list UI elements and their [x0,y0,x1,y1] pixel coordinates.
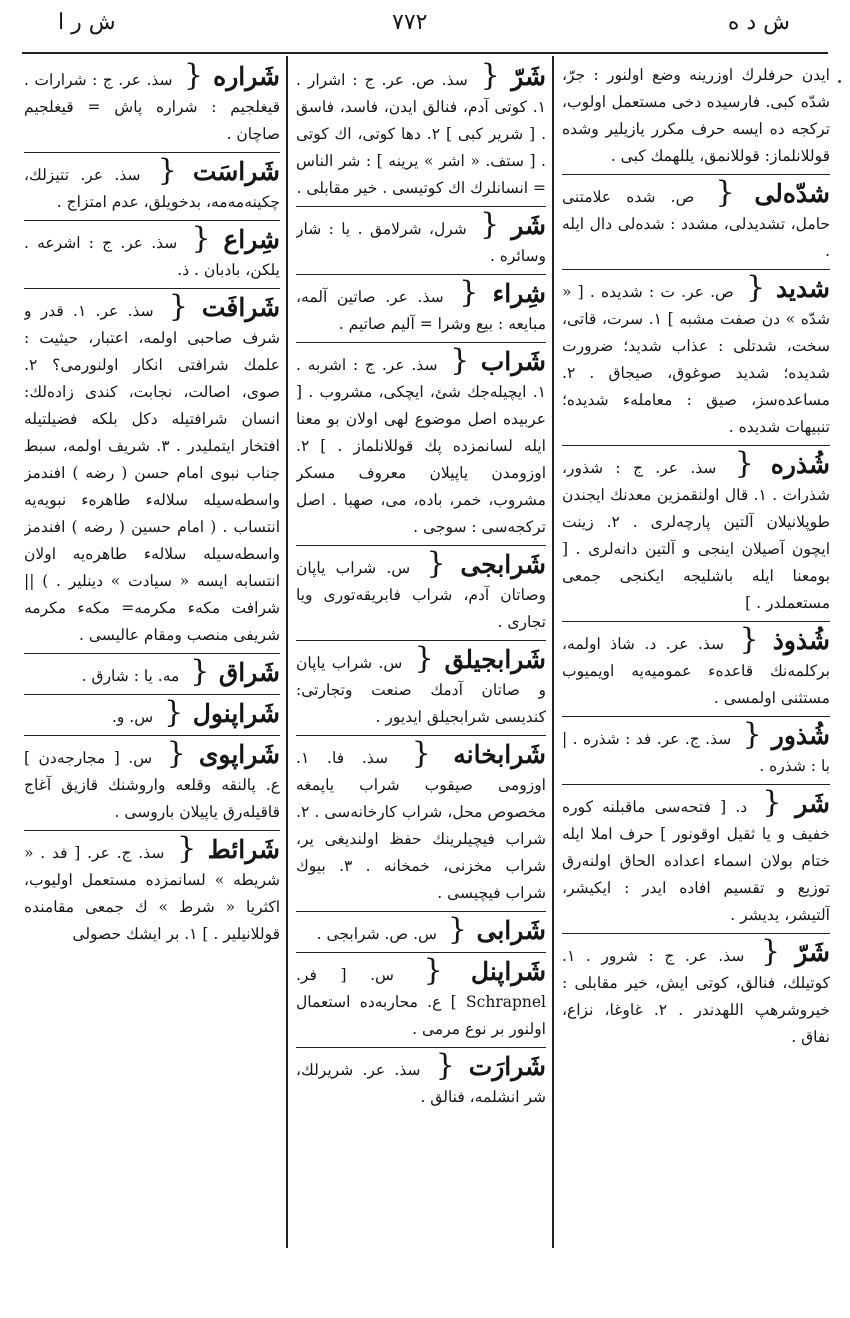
dictionary-entry [24,694,280,731]
dictionary-entry [562,269,830,441]
entry-text: س. و. [111,708,154,726]
entry-headword: شَرّ { [761,938,830,967]
dictionary-entry [296,545,546,636]
dictionary-entry [296,342,546,541]
entry-headword: شَرافَت { [169,293,280,322]
entry-text: سذ. عر. تتيزلك، چكينه‌مه‌مه، بدخويلق، عدم امتزاج . [24,166,280,211]
entry-headword: شَرائط { [177,835,280,864]
dictionary-entry [24,152,280,216]
dictionary-entry [296,62,546,202]
column-divider [552,56,554,1248]
entry-headword: شَراپوى { [167,740,280,769]
entry-text: س. ص. شرابجى . [316,925,437,943]
entry-text: س. [ فر. Schrapnel ] ع. محاربه‌ده استعمال اولنور بر نوع مرمى . [296,966,546,1038]
dictionary-entry [562,621,830,712]
dictionary-entry [24,735,280,826]
entry-text: سذ. فا. ١. اوزومى صيقوب شراب ياپمغه مخصوص محل، شراب كارخانه‌سى . ٢. شراب فيچيلرينك حفظ اولنديغى ير، شراب مخزنى، خمخانه . ٣. بيوك شراب فيچيسى . [296,749,546,902]
entry-text: مه. يا : شارق . [81,667,180,685]
header-right-letters: ش د ه [727,10,790,35]
entry-headword: شَراب { [450,347,546,376]
entry-text: سذ. ص. عر. ج : اشرار . ١. كوتى آدم، فنالق ايدن، فاسد، فاسق . [ شرير كبى ] ٢. دها كوتى، اك كوتى . [ ستف. « اشر » يرينه ] : شر الناس = انسانلرك اك كوتيسى . خير مقابلى . [296,71,546,197]
entry-text: ايدن حرفلرك اوزرينه وضع اولنور : جرّ، شدّه كبى. فارسيده دخى مستعمل اولوب، تركجه ده ايسه حرف مكرر يازيلير وشده قوللانلماز: قوللا‌نمق، يللهمك كبى . [562,66,830,165]
entry-headword: شديد { [746,274,830,303]
dictionary-entry [296,911,546,948]
entry-headword: شُذره { [735,450,830,479]
dictionary-entry [24,220,280,284]
entry-headword: شَراسَت { [158,157,280,186]
entry-headword: شَراره { [184,62,280,91]
entry-text: س. شراب ياپان وصاتان آدم، شراب فابريقه‌تورى ويا تجارى . [296,559,546,631]
entry-text: د. [ فتحه‌سى ماقبلنه كوره خفيف و يا ثقيل اوقونور ] حرف املا ايله ختام بولان اسماء اعداده الحاق اولنه‌رق توزيع و تقسيم افاده ايدر : ايكيشر، آلتيشر، يديشر . [562,798,830,924]
entry-headword: شَراپنل { [424,957,546,986]
column-right [562,62,830,1242]
entry-headword: شَرابجيلق { [415,645,546,674]
dictionary-entry [24,288,280,649]
dictionary-entry [562,174,830,265]
entry-text: سذ. ج. عر. فد : شذره . | با : شذره . [562,730,830,775]
entry-text: س. [ مجارجه‌دن ] ع. پالنقه وقلعه واروشنك قازيق آغاج قاقيله‌رق ياپيلان باروسى . [24,749,280,821]
dictionary-entry [24,653,280,690]
entry-headword: شَرابجى { [426,550,546,579]
entry-headword: شِراء { [459,279,546,308]
dictionary-entry [24,62,280,148]
dictionary-entry [562,933,830,1051]
entry-text: س. شراب ياپان و صاتان آدمك صنعت وتجارتى: كنديسى شرابجيلق ايديور . [296,654,546,726]
entry-text: سذ. ج. عر. [ فد . « شريطه » لسانمزده مستعمل اوليوب، اكثريا « شرط » ك جمعى مقامنده قوللانيلير . ] ١. بر ايشك حصولى [24,844,280,943]
entry-headword: شَرابخانه { [412,740,546,769]
entry-text: سذ. عر. ١. قدر و شرف صاحبى اولمه، اعتبار، حيثيت : علمك شرافتى انكار اولنورمى؟ ٢. صوى، اصالت، نجابت، كندى زاده‌لك: انسان شرافتيله دكل بلكه فضيلتيله افتخار ايتمليدر . ٣. شريف اولمه، سبط جناب نبوى امام حسن ( رضه ) افندمز واسطه‌سيله سلالهء طاهرهء نبويه‌يه انتساب . ( امام حسين ( رضه ) افندمز واسطه‌سيله سلالهء طاهره‌يه اولان انتسابه ايسه « سيادت » دينلير . ) || شرافت مكهء مكرمه= مكهء مكرمه شريفى منصب ومقام عاليسى . [24,302,280,644]
page-header [0,0,850,48]
entry-text: ص. شده علامتنى حامل، تشديدلى، مشدد : شده‌لى دال ايله . [562,188,830,260]
entry-text: سذ. عر. د. شاذ اولمه، بركلمه‌نك قاعدهء عموميه‌يه اويميوب مستثنى اولمسى . [562,635,830,707]
dictionary-entry [296,952,546,1043]
dictionary-entry [296,274,546,338]
entry-text: سذ. عر. ج : اشرعه . يلكن، بادبان . ذ. [24,234,280,279]
dictionary-entry [296,206,546,270]
margin-mark [838,80,841,83]
entry-headword: شُذور { [743,721,830,750]
header-rule [22,52,828,54]
entry-headword: شدّه‌لى { [716,179,831,208]
entry-text: شرل، شرلامق . يا : شار وسائره . [296,220,546,265]
column-middle [296,62,546,1242]
page-number: ۷۷۲ [392,10,428,35]
entry-text: ص. عر. ت : شديده . [ « شدّه » دن صفت مشبه ] ١. سرت، قاتى، سخت، شدتلى : عذاب شديد؛ ضرورت شديده؛ شديد صوغوق، صيجاق . ٢. مساعده‌سز، صيق : معامله‌ء شديده؛ تنبيهات شديده . [562,283,830,436]
dictionary-entry [562,784,830,929]
dictionary-entry [562,445,830,617]
dictionary-entry [296,735,546,907]
column-left [24,62,280,1242]
entry-headword: شَرابى { [448,916,546,945]
entry-text: سذ. عر. ج : شرور . ١. كوتيلك، فنالق، كوتى ايش، خير مقابلى : خيروشرهپ اللهدندر . ٢. غاوغا، نزاع، نفاق . [562,947,830,1046]
header-left-letters: ش ر ا [58,10,116,35]
entry-headword: شَراق { [190,658,280,687]
entry-headword: شِراع { [192,225,281,254]
entry-text: سذ. عر. ج : اشربه . ١. ايچيله‌جك شئ، ايچكى، مشروب . [ عربيده اصل موضوع لهى اولان بو معنا ايله لسانمزده پك قوللانلماز . ] ٢. اوزومدن ياپيلان معروف مسكر مشروب، خمر، باده، مى، صهبا . اصل تركجه‌سى : سوجى . [296,356,546,536]
entry-headword: شَر { [480,211,546,240]
entry-headword: شَر { [762,789,830,818]
dictionary-entry [24,830,280,948]
entry-text: سذ. عر. شريرلك، شر انشلمه، فنالق . [296,1061,546,1106]
entry-text: سذ. عر. ج : شذور، شذرات . ١. قال اولنقمزين معدنك ايجندن طوپلانيلان آلتين پارچه‌لرى . ٢. زينت ايچون آصيلان اينجى و آلتين دانه‌لرى . [ بومعنا ايله باشليجه ايكنجى جمعى مستعملدر . ] [562,459,830,612]
dictionary-entry [562,62,830,170]
dictionary-entry [296,1047,546,1111]
entry-headword: شَرارَت { [436,1052,546,1081]
entry-text: سذ. عر. ج : شرارات . قيغلجيم : شراره پاش = قيغلجيم صاچان . [24,71,280,143]
entry-headword: شُذوذ { [740,626,830,655]
entry-headword: شَراپنول { [164,699,280,728]
entry-headword: شَرّ { [481,62,546,91]
entry-text: سذ. عر. صاتين آلمه، مبايعه : بيع وشرا = آليم صاتيم . [296,288,546,333]
column-divider [286,56,288,1248]
dictionary-entry [562,716,830,780]
dictionary-entry [296,640,546,731]
